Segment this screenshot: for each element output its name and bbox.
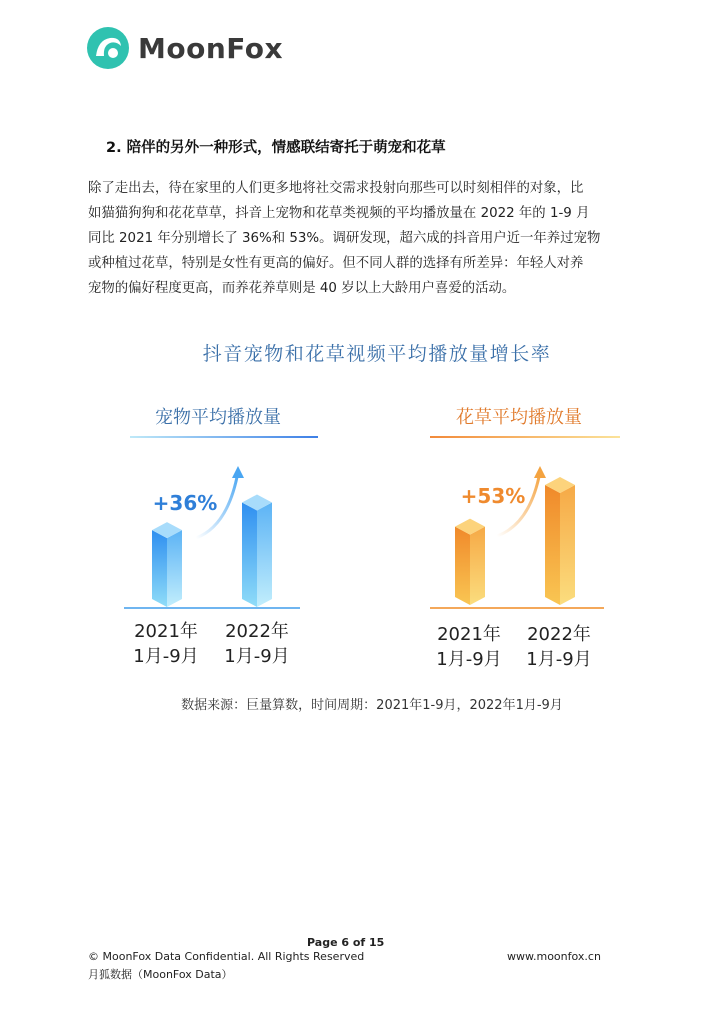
x-label-year: 2021年 — [437, 624, 501, 645]
body-paragraph — [88, 176, 648, 301]
growth-chart — [0, 320, 724, 720]
growth-arrow-head-plants — [534, 466, 546, 478]
header-logo — [86, 26, 283, 70]
website-link[interactable]: www.moonfox.cn — [507, 950, 601, 963]
panel-plants — [430, 407, 620, 670]
bar-side-face — [560, 485, 575, 605]
moonfox-logo-icon — [86, 26, 130, 70]
growth-label-plants: +53% — [460, 484, 526, 508]
baseline-plants — [430, 607, 604, 609]
panel-title-plants: 花草平均播放量 — [456, 407, 582, 428]
growth-label-pet: +36% — [152, 491, 218, 515]
baseline-pet — [124, 607, 300, 609]
chart-title: 抖音宠物和花草视频平均播放量增长率 — [202, 343, 552, 365]
x-label-period: 1月-9月 — [224, 646, 290, 667]
x-label-period: 1月-9月 — [133, 646, 199, 667]
paragraph-line: 除了走出去，待在家里的人们更多地将社交需求投射向那些可以时刻相伴的对象，比 — [88, 181, 584, 196]
company-name: 月狐数据（MoonFox Data） — [88, 968, 233, 981]
paragraph-line: 如猫猫狗狗和花花草草，抖音上宠物和花草类视频的平均播放量在 2022 年的 1-9 月 — [88, 206, 590, 221]
paragraph-line: 同比 2021 年分别增长了 36%和 53%。调研发现，超六成的抖音用户近一年养过宠物 — [88, 231, 601, 246]
bar-side-face — [470, 527, 485, 605]
bar-front-face — [152, 530, 167, 607]
x-label-year: 2022年 — [225, 621, 289, 642]
growth-arrow-head-pet — [232, 466, 244, 478]
x-label-year: 2022年 — [527, 624, 591, 645]
panel-title-pet: 宠物平均播放量 — [155, 407, 281, 428]
panel-underline-plants — [430, 436, 620, 438]
section-heading: 2. 陪伴的另外一种形式，情感联结寄托于萌宠和花草 — [106, 140, 446, 156]
x-label-year: 2021年 — [134, 621, 198, 642]
chart-source: 数据来源：巨量算数，时间周期：2021年1-9月，2022年1月-9月 — [181, 698, 563, 713]
x-label-period: 1月-9月 — [436, 649, 502, 670]
copyright: © MoonFox Data Confidential. All Rights Reserved — [88, 950, 365, 963]
paragraph-line: 宠物的偏好程度更高，而养花养草则是 40 岁以上大龄用户喜爱的活动。 — [88, 281, 516, 296]
page-number: Page 6 of 15 — [307, 936, 385, 949]
panel-pet — [124, 407, 318, 667]
paragraph-line: 或种植过花草，特别是女性有更高的偏好。但不同人群的选择有所差异：年轻人对养 — [88, 256, 584, 271]
bar-front-face — [242, 502, 257, 607]
bar-front-face — [455, 527, 470, 605]
x-label-period: 1月-9月 — [526, 649, 592, 670]
bar-side-face — [257, 502, 272, 607]
bar-front-face — [545, 485, 560, 605]
panel-underline-pet — [130, 436, 318, 438]
logo-text: MoonFox — [138, 31, 284, 65]
bar-side-face — [167, 530, 182, 607]
